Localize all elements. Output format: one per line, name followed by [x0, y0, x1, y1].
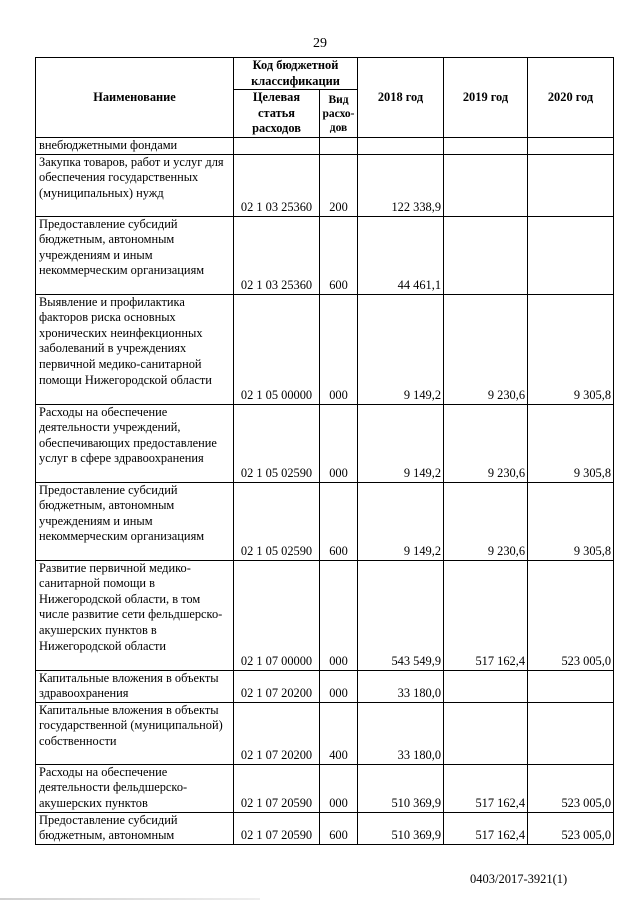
row-code: 02 1 07 20200: [234, 670, 320, 702]
row-code: 02 1 07 20200: [234, 702, 320, 764]
table-row: [36, 560, 614, 670]
row-name: Расходы на обеспечение деятельности фельдшерско-акушерских пунктов: [36, 764, 234, 812]
row-2018: 510 369,9: [358, 812, 444, 844]
row-2020: 9 305,8: [528, 482, 614, 560]
row-vid: 200: [320, 154, 358, 216]
table-row: [36, 404, 614, 482]
row-2019: 9 230,6: [444, 404, 528, 482]
row-2020: [528, 216, 614, 294]
row-2019: [444, 216, 528, 294]
row-2018: 9 149,2: [358, 482, 444, 560]
row-code: 02 1 05 02590: [234, 482, 320, 560]
document-id: 0403/2017-3921(1): [470, 872, 568, 886]
row-2019: 517 162,4: [444, 764, 528, 812]
row-2018: 33 180,0: [358, 670, 444, 702]
row-2020: [528, 670, 614, 702]
header-name: Наименование: [36, 58, 234, 138]
row-name: Предоставление субсидий бюджетным, автономным учреждениям и иным некоммерческим организациям: [36, 216, 234, 294]
row-name: Развитие первичной медико-санитарной помощи в Нижегородской области, в том числе развитие сети фельдшерско-акушерских пунктов в Нижегородской области: [36, 560, 234, 670]
row-name: Предоставление субсидий бюджетным, автономным: [36, 812, 234, 844]
row-2019: [444, 702, 528, 764]
row-name: Выявление и профилактика факторов риска основных хронических неинфекционных заболеваний в учреждениях первичной медико-санитарной помощи Нижегородской области: [36, 294, 234, 404]
row-2018: 122 338,9: [358, 154, 444, 216]
row-2018: 33 180,0: [358, 702, 444, 764]
row-code: 02 1 07 00000: [234, 560, 320, 670]
row-2020: 523 005,0: [528, 560, 614, 670]
table-row: [36, 216, 614, 294]
row-vid: 000: [320, 404, 358, 482]
row-vid: 000: [320, 560, 358, 670]
table-row: [36, 154, 614, 216]
row-vid: 400: [320, 702, 358, 764]
row-2020: 9 305,8: [528, 294, 614, 404]
row-code: 02 1 03 25360: [234, 216, 320, 294]
header-code-group: Код бюджетной классификации: [234, 58, 358, 90]
row-2019: [444, 670, 528, 702]
row-name: Закупка товаров, работ и услуг для обеспечения государственных (муниципальных) нужд: [36, 154, 234, 216]
row-code: 02 1 07 20590: [234, 812, 320, 844]
row-vid: 000: [320, 764, 358, 812]
row-2020: 9 305,8: [528, 404, 614, 482]
row-2018: 510 369,9: [358, 764, 444, 812]
row-2018: 9 149,2: [358, 294, 444, 404]
header-target-article: Целевая статья расходов: [234, 90, 320, 138]
row-vid: 600: [320, 812, 358, 844]
row-vid: 600: [320, 482, 358, 560]
row-name: Предоставление субсидий бюджетным, автономным учреждениям и иным некоммерческим организациям: [36, 482, 234, 560]
row-2019: 517 162,4: [444, 560, 528, 670]
page-number: 29: [313, 36, 327, 51]
row-vid: 000: [320, 294, 358, 404]
row-code: 02 1 03 25360: [234, 154, 320, 216]
budget-table: [35, 57, 614, 845]
table-row: [36, 764, 614, 812]
row-2019: 9 230,6: [444, 482, 528, 560]
row-code: 02 1 05 00000: [234, 294, 320, 404]
table-row: [36, 702, 614, 764]
carry-over-text: внебюджетными фондами: [36, 137, 234, 154]
row-code: 02 1 07 20590: [234, 764, 320, 812]
table-row: [36, 294, 614, 404]
row-vid: 600: [320, 216, 358, 294]
table-row: [36, 812, 614, 844]
row-name: Капитальные вложения в объекты государственной (муниципальной) собственности: [36, 702, 234, 764]
table-row: [36, 482, 614, 560]
header-expense-type: Вид расхо-дов: [320, 90, 358, 138]
row-2020: [528, 702, 614, 764]
header-2018: 2018 год: [358, 58, 444, 138]
row-vid: 000: [320, 670, 358, 702]
row-2018: 9 149,2: [358, 404, 444, 482]
row-2020: [528, 154, 614, 216]
row-name: Расходы на обеспечение деятельности учреждений, обеспечивающих предоставление услуг в сфере здравоохранения: [36, 404, 234, 482]
row-2019: [444, 154, 528, 216]
row-2020: 523 005,0: [528, 812, 614, 844]
row-2019: 517 162,4: [444, 812, 528, 844]
row-name: Капитальные вложения в объекты здравоохранения: [36, 670, 234, 702]
scan-artifact: [0, 898, 260, 900]
row-code: 02 1 05 02590: [234, 404, 320, 482]
row-2019: 9 230,6: [444, 294, 528, 404]
table-row: [36, 670, 614, 702]
header-2019: 2019 год: [444, 58, 528, 138]
header-2020: 2020 год: [528, 58, 614, 138]
row-2018: 44 461,1: [358, 216, 444, 294]
row-2020: 523 005,0: [528, 764, 614, 812]
row-2018: 543 549,9: [358, 560, 444, 670]
